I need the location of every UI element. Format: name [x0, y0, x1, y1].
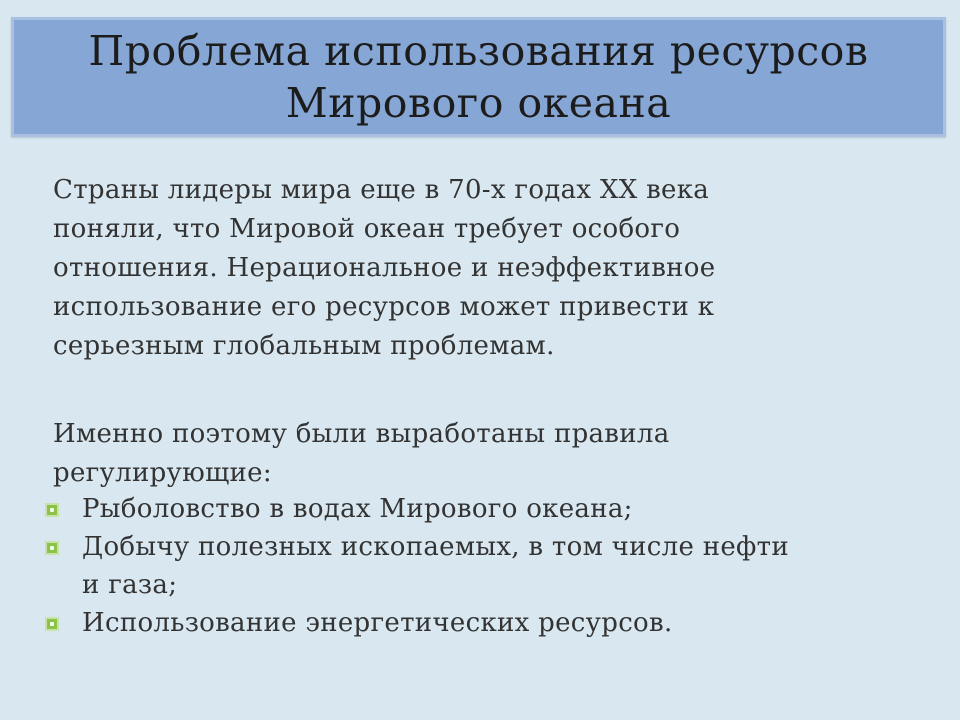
square-bullet-icon [45, 617, 59, 631]
square-bullet-icon [45, 541, 59, 555]
intro-paragraph-line: использование его ресурсов может привести к [53, 292, 715, 322]
bullet-text-line: Использование энергетических ресурсов. [82, 608, 673, 638]
square-bullet-icon [45, 503, 59, 517]
bullet-text-line: Добычу полезных ископаемых, в том числе нефти [82, 532, 789, 562]
intro-paragraph-line: отношения. Нерациональное и неэффективное [53, 253, 716, 283]
slide-title-line-2: Мирового океана [285, 79, 672, 127]
intro-paragraph-line: Страны лидеры мира еще в 70-х годах XX века [53, 175, 710, 205]
slide-title-line-1: Проблема использования ресурсов [88, 27, 869, 75]
bullet-text-line: Рыболовство в водах Мирового океана; [82, 494, 633, 524]
bullet-item-mining [44, 528, 884, 604]
intro-paragraph-line: поняли, что Мировой океан требует особого [53, 214, 681, 244]
rules-intro-paragraph [53, 415, 813, 493]
bullet-item-fishing [44, 490, 884, 528]
rules-intro-line: Именно поэтому были выработаны правила [53, 419, 670, 449]
slide-title-box [11, 17, 946, 137]
bullet-text-line: и газа; [82, 570, 178, 600]
rules-intro-line: регулирующие: [53, 458, 272, 488]
intro-paragraph-line: серьезным глобальным проблемам. [53, 331, 555, 361]
bullet-item-energy [44, 604, 884, 642]
rules-bullet-list [44, 490, 884, 642]
intro-paragraph [53, 171, 813, 366]
